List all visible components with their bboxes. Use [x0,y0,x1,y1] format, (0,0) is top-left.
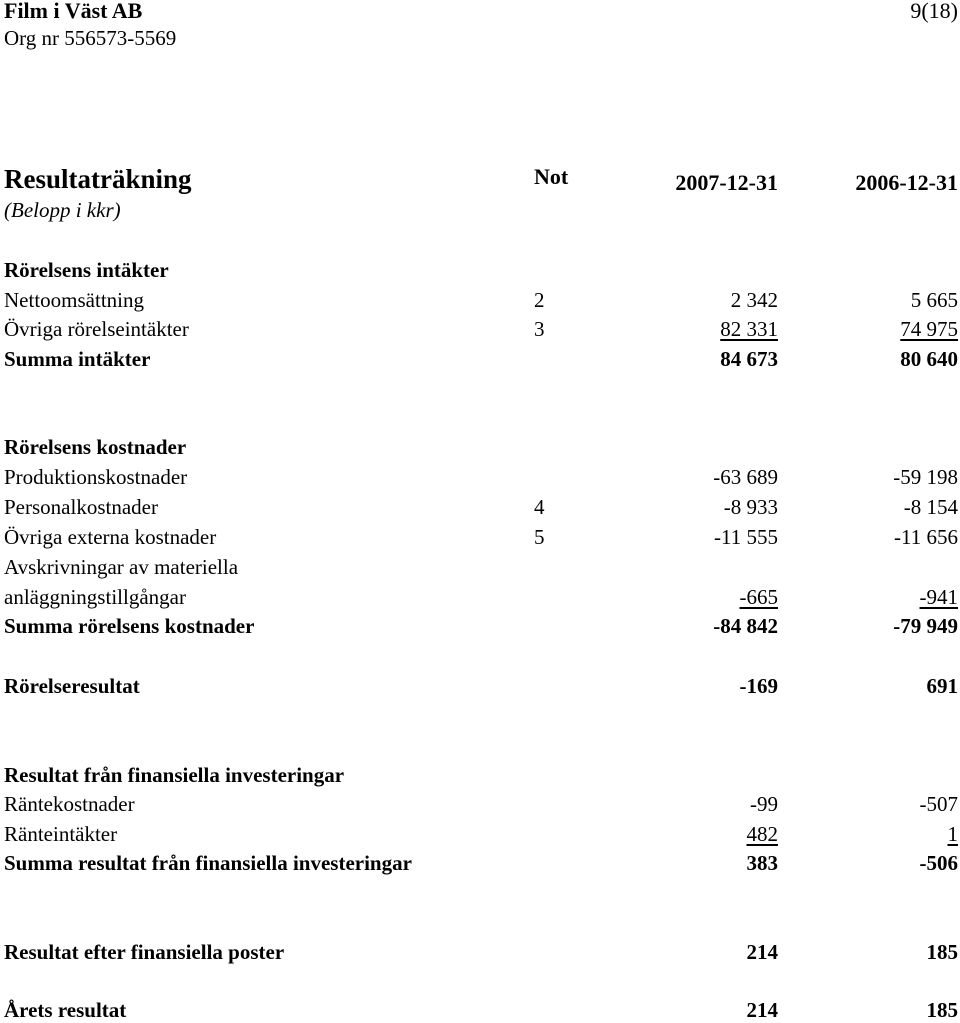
total-value-2006: -79 949 [893,614,958,638]
column-header-2006: 2006-12-31 [855,170,958,195]
row-value-2006: -59 198 [893,465,958,489]
section-heading-kostnader: Rörelsens kostnader [4,435,187,459]
row-value-2006: 74 975 [900,317,958,341]
net-result-2006: 185 [926,998,958,1022]
org-number: Org nr 556573-5569 [4,26,177,50]
row-value-2007: 2 342 [730,288,778,312]
row-label: Produktionskostnader [4,465,188,489]
row-note: 4 [534,495,545,519]
column-header-note: Not [534,164,569,189]
result-after-financial-2007: 214 [746,940,778,964]
result-after-financial-label: Resultat efter finansiella poster [4,940,285,964]
row-note: 5 [534,525,545,549]
row-label: Räntekostnader [4,792,135,816]
row-label: Avskrivningar av materiella [4,555,239,579]
total-label: Summa rörelsens kostnader [4,614,255,638]
operating-result-2006: 691 [926,674,958,698]
row-value-2007: -63 689 [713,465,778,489]
page-title: Resultaträkning [4,164,192,194]
row-value-2007: 82 331 [720,317,778,341]
row-value-2006: -507 [919,792,958,816]
section-heading-intakter: Rörelsens intäkter [4,258,169,282]
row-note: 3 [534,317,545,341]
row-label-continuation: anläggningstillgångar [4,585,186,609]
row-value-2006: -941 [919,585,958,609]
result-after-financial-2006: 185 [926,940,958,964]
net-result-2007: 214 [746,998,778,1022]
operating-result-label: Rörelseresultat [4,674,140,698]
total-label: Summa intäkter [4,347,151,371]
page-number: 9(18) [910,0,958,23]
company-name: Film i Väst AB [4,0,143,23]
row-value-2006: 1 [947,822,958,846]
amount-unit-note: (Belopp i kkr) [4,198,121,222]
total-value-2007: -84 842 [713,614,778,638]
column-header-2007: 2007-12-31 [675,170,778,195]
total-value-2006: -506 [919,851,958,875]
row-value-2007: -8 933 [723,495,778,519]
row-label: Nettoomsättning [4,288,144,312]
net-result-label: Årets resultat [4,998,127,1022]
row-value-2006: -8 154 [903,495,958,519]
section-heading-finansiella: Resultat från finansiella investeringar [4,763,345,787]
row-value-2007: -99 [750,792,778,816]
total-label: Summa resultat från finansiella investeringar [4,851,412,875]
total-value-2007: 84 673 [720,347,778,371]
row-value-2007: -665 [739,585,778,609]
row-label: Övriga externa kostnader [4,525,217,549]
row-note: 2 [534,288,545,312]
row-label: Övriga rörelseintäkter [4,317,189,341]
total-value-2006: 80 640 [900,347,958,371]
row-value-2006: -11 656 [894,525,958,549]
row-value-2007: 482 [746,822,778,846]
row-value-2007: -11 555 [714,525,778,549]
operating-result-2007: -169 [739,674,778,698]
row-value-2006: 5 665 [910,288,958,312]
total-value-2007: 383 [746,851,778,875]
row-label: Ränteintäkter [4,822,118,846]
row-label: Personalkostnader [4,495,158,519]
